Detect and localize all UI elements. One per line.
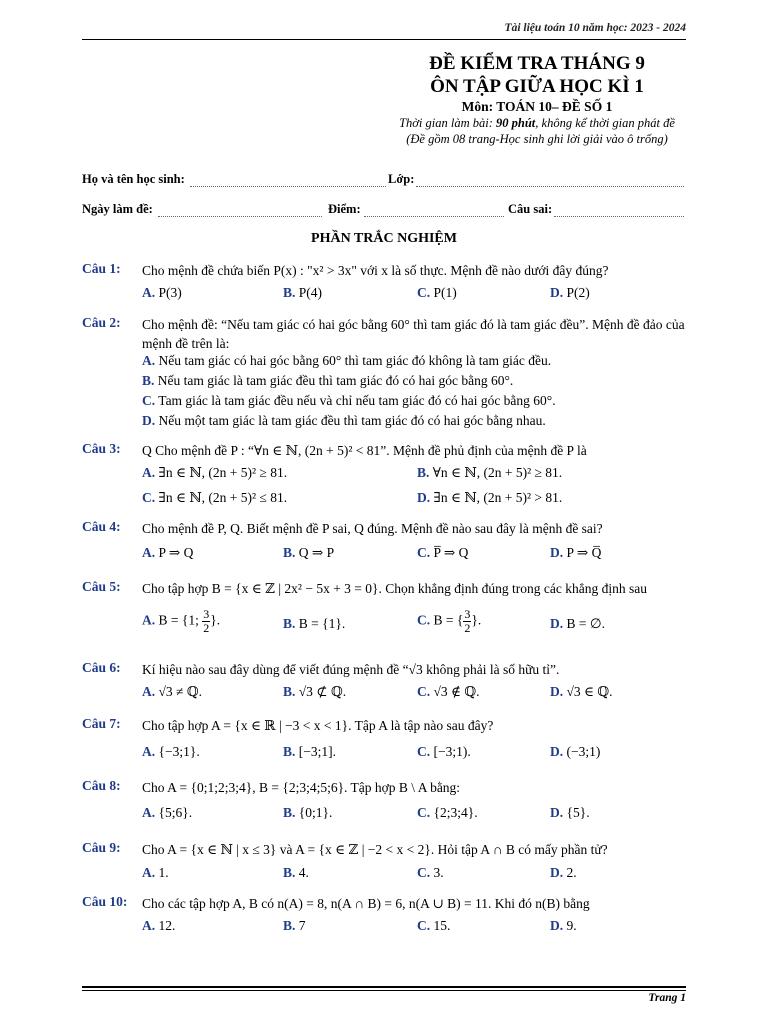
option-a[interactable]: A. 12. [142,918,176,933]
question-label: Câu 6: [82,660,121,675]
question-label: Câu 1: [82,261,121,276]
option-c[interactable]: C. {2;3;4}. [417,805,478,820]
question-text: Cho A = {x ∈ ℕ | x ≤ 3} và A = {x ∈ ℤ | −2 < x < 2}. Hỏi tập A ∩ B có mấy phần tử? [142,842,608,857]
question-label: Câu 3: [82,441,121,456]
option-d[interactable]: D. {5}. [550,805,590,820]
fraction: $\frac{3}{2}$ [464,607,471,635]
question-text: Cho các tập hợp A, B có n(A) = 8, n(A ∩ B) = 6, n(A ∪ B) = 11. Khi đó n(B) bằng [142,896,590,911]
exam-title: ĐỀ KIỂM TRA THÁNG 9 [429,53,645,74]
student-name-label: Họ và tên học sinh: [82,172,185,186]
option-b[interactable]: B. √3 ⊄ ℚ. [283,684,347,699]
title-block [352,52,722,147]
option-b[interactable]: B. ∀n ∈ ℕ, (2n + 5)² ≥ 81. [417,465,563,480]
option-a[interactable]: A. {5;6}. [142,805,193,820]
option-c[interactable]: C. P(1) [417,285,457,300]
question-text: Cho mệnh đề P, Q. Biết mệnh đề P sai, Q đúng. Mệnh đề nào sau đây là mệnh đề sai? [142,521,603,536]
option-b[interactable]: B. {0;1}. [283,805,333,820]
option-c[interactable]: C. √3 ∉ ℚ. [417,684,480,699]
option-d[interactable]: D. 9. [550,918,577,933]
option-d[interactable]: D. B = ∅. [550,616,606,631]
option-c[interactable]: C. ∃n ∈ ℕ, (2n + 5)² ≤ 81. [142,490,288,505]
section-title: PHẦN TRẮC NGHIỆM [311,231,457,246]
wrong-count-label: Câu sai: [508,202,553,216]
footer-rule [82,986,686,988]
question-label: Câu 9: [82,840,121,855]
option-b[interactable]: B. 7 [283,918,306,933]
question-label: Câu 2: [82,315,121,330]
question-label: Câu 10: [82,894,128,909]
score-field[interactable] [364,204,504,217]
score-label: Điểm: [328,202,361,216]
class-field[interactable] [416,174,684,187]
option-c[interactable]: C. [−3;1). [417,744,471,759]
question-label: Câu 8: [82,778,121,793]
option-d[interactable]: D. ∃n ∈ ℕ, (2n + 5)² > 81. [417,490,563,505]
option-b[interactable]: B. P(4) [283,285,323,300]
option-a[interactable]: A. {−3;1}. [142,744,200,759]
pages-note: (Đề gồm 08 trang-Học sinh ghi lời giải vào ô trống) [406,132,668,146]
class-label: Lớp: [388,172,415,186]
option-c[interactable]: C. B = { $\frac{3}{2}$ }. [417,607,482,635]
option-b[interactable]: B. Q ⇒ P [283,545,335,560]
option-d[interactable]: D. P(2) [550,285,590,300]
running-header: Tài liệu toán 10 năm học: 2023 - 2024 [504,22,686,34]
option-d[interactable]: D. 2. [550,865,577,880]
question-text: Kí hiệu nào sau đây dùng để viết đúng mệnh đề “√3 không phải là số hữu tỉ”. [142,662,560,677]
option-c[interactable]: C. Tam giác là tam giác đều nếu và chỉ nếu tam giác đó có hai góc bằng 60°. [142,393,556,408]
fraction: $\frac{3}{2}$ [203,607,210,635]
option-d[interactable]: D. Nếu một tam giác là tam giác đều thì tam giác đó có hai góc bằng nhau. [142,413,546,428]
question-text: Cho mệnh đề chứa biến P(x) : "x² > 3x" với x là số thực. Mệnh đề nào dưới đây đúng? [142,263,609,278]
subject-line: Môn: TOÁN 10– ĐỀ SỐ 1 [461,99,613,114]
question-text: Cho tập hợp A = {x ∈ ℝ | −3 < x < 1}. Tập A là tập nào sau đây? [142,718,494,733]
option-d[interactable]: D. √3 ∈ ℚ. [550,684,613,699]
question-label: Câu 5: [82,579,121,594]
footer-rule-thin [82,990,686,991]
question-text: Q Cho mệnh đề P : “∀n ∈ ℕ, (2n + 5)² < 81”. Mệnh đề phủ định của mệnh đề P là [142,443,587,458]
option-a[interactable]: A. 1. [142,865,169,880]
option-b[interactable]: B. B = {1}. [283,616,346,631]
option-b[interactable]: B. 4. [283,865,309,880]
option-a[interactable]: A. B = {1; $\frac{3}{2}$ }. [142,607,221,635]
option-a[interactable]: A. P(3) [142,285,182,300]
exam-subtitle: ÔN TẬP GIỮA HỌC KÌ 1 [430,76,644,97]
student-name-field[interactable] [190,174,386,187]
wrong-count-field[interactable] [554,204,684,217]
option-a[interactable]: A. √3 ≠ ℚ. [142,684,202,699]
question-label: Câu 4: [82,519,121,534]
date-field[interactable] [158,204,322,217]
time-line: Thời gian làm bài: 90 phút, không kể thời gian phát đề [399,116,675,130]
option-c[interactable]: C. 15. [417,918,451,933]
header-rule [82,39,686,40]
question-text: Cho A = {0;1;2;3;4}, B = {2;3;4;5;6}. Tập hợp B \ A bằng: [142,780,461,795]
option-a[interactable]: A. Nếu tam giác có hai góc bằng 60° thì tam giác đó không là tam giác đều. [142,353,552,368]
option-c[interactable]: C. P̅ ⇒ Q [417,545,469,560]
option-a[interactable]: A. P ⇒ Q [142,545,194,560]
option-b[interactable]: B. [−3;1]. [283,744,336,759]
page-number: Trang 1 [648,992,686,1004]
date-label: Ngày làm đề: [82,202,153,216]
question-label: Câu 7: [82,716,121,731]
option-b[interactable]: B. Nếu tam giác là tam giác đều thì tam giác đó có hai góc bằng 60°. [142,373,514,388]
option-c[interactable]: C. 3. [417,865,444,880]
question-text: Cho tập hợp B = {x ∈ ℤ | 2x² − 5x + 3 = 0}. Chọn khẳng định đúng trong các khẳng định sau [142,581,647,596]
option-d[interactable]: D. P ⇒ Q̅ [550,545,602,560]
question-text: Cho mệnh đề: “Nếu tam giác có hai góc bằng 60° thì tam giác đó là tam giác đều”. Mệnh đề đảo của mệnh đề trên là: [142,317,685,351]
option-a[interactable]: A. ∃n ∈ ℕ, (2n + 5)² ≥ 81. [142,465,288,480]
option-d[interactable]: D. (−3;1) [550,744,601,759]
